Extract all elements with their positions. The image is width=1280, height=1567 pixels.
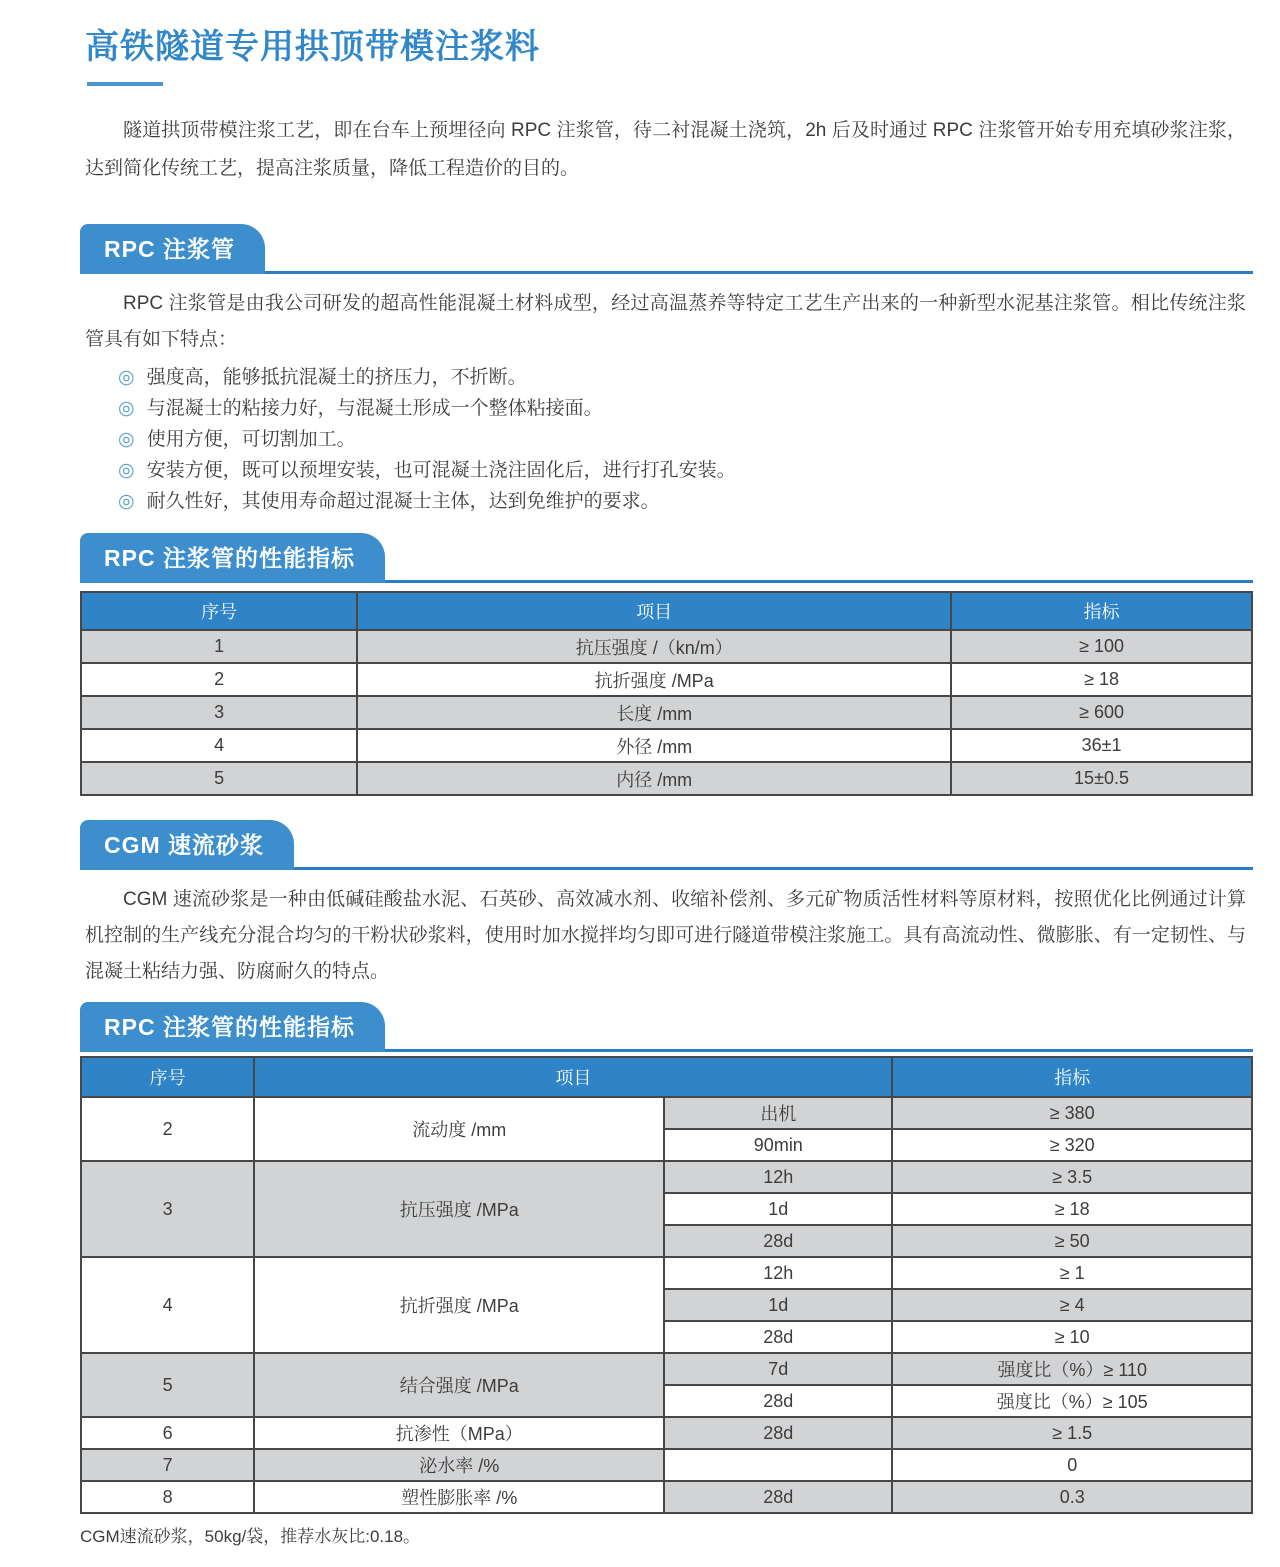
title-underline [87, 82, 163, 86]
group-item-cell: 泌水率 /% [254, 1449, 664, 1481]
group-no-cell: 7 [81, 1449, 254, 1481]
group-item-cell: 结合强度 /MPa [254, 1353, 664, 1417]
table-cell: 内径 /mm [357, 762, 951, 795]
condition-cell: 28d [664, 1321, 892, 1353]
intro-paragraph: 隧道拱顶带模注浆工艺，即在台车上预埋径向 RPC 注浆管，待二衬混凝土浇筑，2h 后及时通过 RPC 注浆管开始专用充填砂浆注浆，达到简化传统工艺，提高注浆质量，降低工程造价的目的。 [85, 120, 1246, 179]
document-page [0, 26, 1280, 1548]
table-row [81, 1449, 1252, 1481]
condition-cell: 28d [664, 1385, 892, 1417]
table-row [81, 1097, 1252, 1129]
group-no-cell: 5 [81, 1353, 254, 1417]
rpc-feature-list [0, 362, 1280, 517]
column-header-index: 指标 [892, 1057, 1252, 1097]
section-header-rpc-pipe [80, 224, 1253, 274]
bullet-icon: ◎ [118, 429, 135, 450]
condition-cell: 7d [664, 1353, 892, 1385]
bullet-text: 强度高，能够抵抗混凝土的挤压力，不折断。 [146, 367, 527, 388]
rpc-pipe-paragraph: RPC 注浆管是由我公司研发的超高性能混凝土材料成型，经过高温蒸养等特定工艺生产出来的一种新型水泥基注浆管。相比传统注浆管具有如下特点： [85, 293, 1246, 350]
rpc-performance-table [80, 591, 1253, 796]
table-row [81, 1417, 1252, 1449]
bullet-text: 安装方便，既可以预埋安装，也可混凝土浇注固化后，进行打孔安装。 [146, 460, 736, 481]
bullet-icon: ◎ [118, 367, 135, 388]
footnote: CGM速流砂浆，50kg/袋，推荐水灰比:0.18。 [80, 1527, 421, 1546]
value-cell: 0 [892, 1449, 1252, 1481]
column-header-item: 项目 [357, 592, 951, 630]
bullet-icon: ◎ [118, 491, 135, 512]
value-cell: 0.3 [892, 1481, 1252, 1513]
table-cell: 15±0.5 [951, 762, 1252, 795]
table-row [81, 1481, 1252, 1513]
value-cell: ≥ 50 [892, 1225, 1252, 1257]
table-cell: 2 [81, 663, 357, 696]
section-badge: RPC 注浆管的性能指标 [80, 1002, 385, 1052]
condition-cell: 28d [664, 1225, 892, 1257]
bullet-item [118, 424, 1280, 455]
group-no-cell: 3 [81, 1161, 254, 1257]
table-cell: 4 [81, 729, 357, 762]
bullet-icon: ◎ [118, 398, 135, 419]
section-header-cgm-table [80, 1002, 1253, 1052]
condition-cell: 12h [664, 1161, 892, 1193]
table-header-row [81, 1057, 1252, 1097]
condition-cell: 12h [664, 1257, 892, 1289]
table-row [81, 696, 1252, 729]
cgm-performance-table [80, 1056, 1253, 1514]
condition-cell: 出机 [664, 1097, 892, 1129]
table-cell: 抗折强度 /MPa [357, 663, 951, 696]
value-cell: ≥ 3.5 [892, 1161, 1252, 1193]
table-cell: 长度 /mm [357, 696, 951, 729]
group-item-cell: 抗折强度 /MPa [254, 1257, 664, 1353]
section-badge: CGM 速流砂浆 [80, 820, 294, 870]
table-cell: 5 [81, 762, 357, 795]
bullet-icon: ◎ [118, 460, 135, 481]
value-cell: ≥ 4 [892, 1289, 1252, 1321]
column-header-no: 序号 [81, 1057, 254, 1097]
table-row [81, 663, 1252, 696]
table-row [81, 1161, 1252, 1193]
group-no-cell: 2 [81, 1097, 254, 1161]
table-cell: 1 [81, 630, 357, 663]
table-cell: 外径 /mm [357, 729, 951, 762]
bullet-item [118, 486, 1280, 517]
section-badge: RPC 注浆管 [80, 224, 265, 274]
cgm-paragraph: CGM 速流砂浆是一种由低碱硅酸盐水泥、石英砂、高效减水剂、收缩补偿剂、多元矿物质活性材料等原材料，按照优化比例通过计算机控制的生产线充分混合均匀的干粉状砂浆料，使用时加水搅拌均匀即可进行隧道带模注浆施工。具有高流动性、微膨胀、有一定韧性、与混凝土粘结力强、防腐耐久的特点。 [85, 889, 1246, 982]
table-row [81, 762, 1252, 795]
bullet-item [118, 455, 1280, 486]
condition-cell: 28d [664, 1481, 892, 1513]
table-cell: 抗压强度 /（kn/m） [357, 630, 951, 663]
bullet-text: 与混凝士的粘接力好，与混凝土形成一个整体粘接面。 [146, 398, 603, 419]
bullet-item [118, 393, 1280, 424]
value-cell: 强度比（%）≥ 105 [892, 1385, 1252, 1417]
column-header-item: 项目 [254, 1057, 892, 1097]
value-cell: ≥ 380 [892, 1097, 1252, 1129]
section-header-rpc-table [80, 533, 1253, 583]
value-cell: 强度比（%）≥ 110 [892, 1353, 1252, 1385]
condition-cell [664, 1449, 892, 1481]
column-header-no: 序号 [81, 592, 357, 630]
table-header-row [81, 592, 1252, 630]
section-badge: RPC 注浆管的性能指标 [80, 533, 385, 583]
value-cell: ≥ 1.5 [892, 1417, 1252, 1449]
table-row [81, 729, 1252, 762]
table-row [81, 1353, 1252, 1385]
value-cell: ≥ 10 [892, 1321, 1252, 1353]
group-item-cell: 抗压强度 /MPa [254, 1161, 664, 1257]
condition-cell: 28d [664, 1417, 892, 1449]
table-cell: ≥ 600 [951, 696, 1252, 729]
group-item-cell: 塑性膨胀率 /% [254, 1481, 664, 1513]
table-row [81, 1257, 1252, 1289]
table-cell: 3 [81, 696, 357, 729]
condition-cell: 1d [664, 1289, 892, 1321]
bullet-text: 耐久性好，其使用寿命超过混凝士主体，达到免维护的要求。 [146, 491, 660, 512]
bullet-item [118, 362, 1280, 393]
table-cell: 36±1 [951, 729, 1252, 762]
value-cell: ≥ 18 [892, 1193, 1252, 1225]
value-cell: ≥ 1 [892, 1257, 1252, 1289]
table-cell: ≥ 100 [951, 630, 1252, 663]
group-no-cell: 4 [81, 1257, 254, 1353]
column-header-index: 指标 [951, 592, 1252, 630]
rpc-table-body [81, 630, 1252, 795]
group-no-cell: 6 [81, 1417, 254, 1449]
cgm-table-body [81, 1097, 1252, 1513]
bullet-text: 使用方便，可切割加工。 [146, 429, 356, 450]
group-item-cell: 抗渗性（MPa） [254, 1417, 664, 1449]
group-no-cell: 8 [81, 1481, 254, 1513]
value-cell: ≥ 320 [892, 1129, 1252, 1161]
page-title: 高铁隧道专用拱顶带模注浆料 [85, 28, 540, 66]
table-cell: ≥ 18 [951, 663, 1252, 696]
table-row [81, 630, 1252, 663]
condition-cell: 90min [664, 1129, 892, 1161]
condition-cell: 1d [664, 1193, 892, 1225]
section-header-cgm [80, 820, 1253, 870]
group-item-cell: 流动度 /mm [254, 1097, 664, 1161]
